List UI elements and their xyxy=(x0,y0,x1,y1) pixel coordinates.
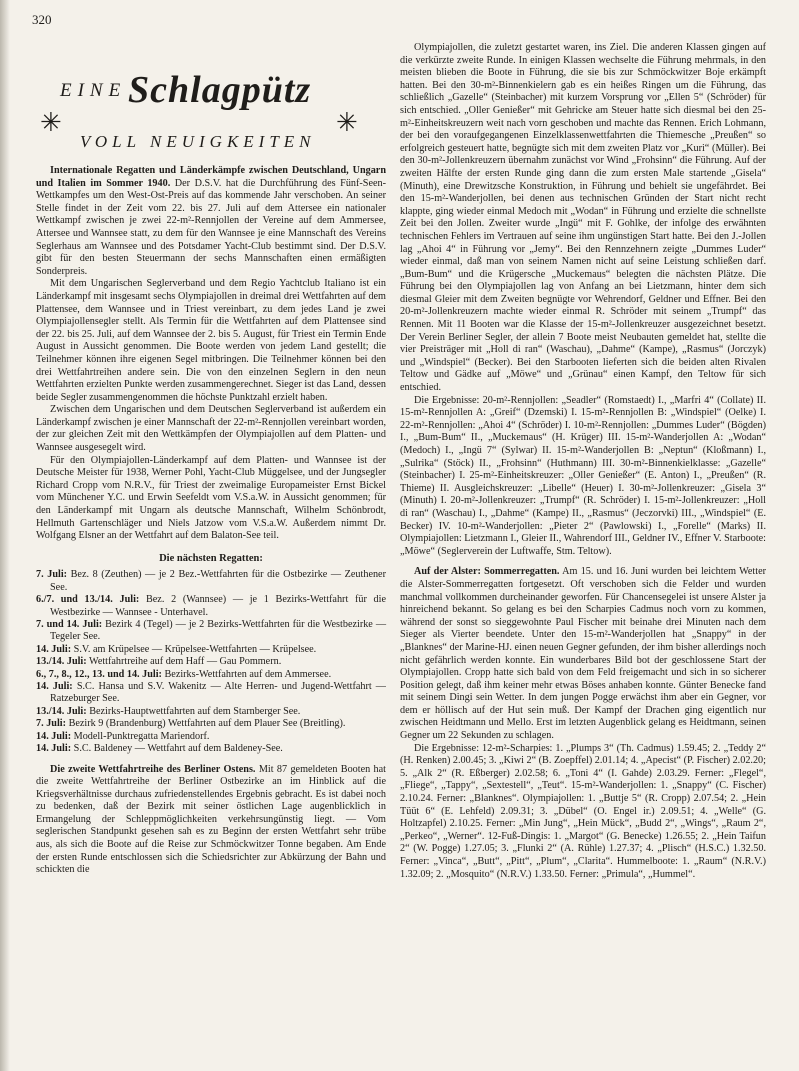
article-paragraph xyxy=(36,165,386,278)
page-gutter-shadow xyxy=(0,0,10,1071)
regatta-item xyxy=(36,594,386,619)
regatta-date: 7. Juli: xyxy=(36,569,68,581)
regatta-date: 14. Juli: xyxy=(36,681,73,693)
regatta-date: 6., 7., 8., 12., 13. und 14. Juli: xyxy=(36,668,162,680)
right-column xyxy=(400,42,766,881)
article-paragraph: Zwischen dem Ungarischen und dem Deutschen Seglerverband ist außerdem ein Länderkampf zwischen je einer Mannschaft der 22-m²-Rennjollen vereinbart worden, der zur gleichen Zeit mit den Wettkämpfen der Olympiajollen auf dem Platten- und Wannsee ausgesegelt wird. xyxy=(36,404,386,454)
regatta-item xyxy=(36,718,386,730)
article-paragraph: Für den Olympiajollen-Länderkampf auf dem Platten- und Wannsee ist der Deutsche Meister für 1938, Werner Pohl, Yacht-Club Müggelsee, und der Jungsegler Richard Cropp vom N.R.V., für Triest der zweimalige Europameister Ernst Bickel vom Münchener Y.C. und Erwin Seefeldt vom V.S.a.W. in Aussicht genommen; für den Länderkampf mit Ungarn als deutsche Mannschaft, Wilhelm Schönbrodt, Hellmuth Gartenschläger und Niels Jatzow vom V.S.a.W. Außerdem nimmt Dr. Wolfgang Elsner an der Wettfahrt auf dem Balaton-See teil. xyxy=(36,454,386,542)
regatta-item xyxy=(36,644,386,656)
article-paragraph xyxy=(400,566,766,742)
headline xyxy=(40,68,370,160)
regatta-text: S.C. Baldeney — Wettfahrt auf dem Baldeney-See. xyxy=(71,743,283,755)
headline-voll-neuigkeiten: VOLL NEUIGKEITEN xyxy=(80,132,316,151)
regatta-item xyxy=(36,706,386,718)
regatta-item xyxy=(36,669,386,681)
page-number: 320 xyxy=(32,12,52,27)
regatta-text: Bezirk 9 (Brandenburg) Wettfahrten auf dem Plauer See (Breitling). xyxy=(66,718,346,730)
results-paragraph: Die Ergebnisse: 12-m²-Scharpies: 1. „Plumps 3“ (Th. Cadmus) 1.59.45; 2. „Teddy 2“ (H. Renken) 2.00.45; 3. „Kiwi 2“ (B. Zoepffel) 2.01.14; 4. „Apecist“ (P. Fischer) 2.02.20; 5. „Alk 2“ (R. Eßberger) 2.02.58; 6. „Toni 4“ (I. Gahde) 2.03.29. Ferner: „Flegel“, „Fliege“, „Tappy“, „Sextestell“, „Teut“. 15-m²-Wanderjollen: 1. „Snappy“ (C. Fischer) 2.10.24. Ferner: „Blanknes“. Olympiajollen: 1. „Buttje 5“ (R. Cropp) 2.07.54; 2. „Hein Tüüt 6“ (E. Lehfeld) 2.09.31; 3. „Dübel“ (O. Engel ir.) 2.09.51; 4. „Welle“ (G. Holtzapfel) 2.10.25. Ferner: „Min Jung“, „Hein Mück“, „Budd 2“, „Wings“, „Raum 2“, „Perkeo“, „Werner“. 12-Fuß-Dingis: 1. „Margot“ (G. Benecke) 1.26.55; 2. „Hein Taifun 2“ (W. Pogge) 1.27.05; 3. „Flunki 2“ (A. Rühle) 1.27.37; 4. „Plisch“ (H.S.C.) 1.32.50. Ferner: „Vinca“, „Butt“, „Pitt“, „Plum“, „Clarita“. Hummelboote: 1. „Raum“ (N.R.V.) 1.32.09; 2. „Mosquito“ (N.R.V.) 1.33.50. Ferner: „Primula“, „Hummel“. xyxy=(400,742,766,880)
regatta-date: 13./14. Juli: xyxy=(36,705,87,717)
regatta-list xyxy=(36,569,386,755)
regatta-item xyxy=(36,619,386,644)
regatta-text: Bezirks-Hauptwettfahrten auf dem Starnberger See. xyxy=(86,705,301,717)
article-lead: Die zweite Wettfahrtreihe des Berliner Ostens. xyxy=(50,763,256,775)
article-lead: Auf der Alster: Sommerregatten. xyxy=(414,566,560,578)
regatta-text: Modell-Punktregatta Mariendorf. xyxy=(71,730,210,742)
regatta-item xyxy=(36,569,386,594)
spacer xyxy=(36,756,386,764)
regatta-date: 13./14. Juli: xyxy=(36,656,87,668)
star-ornament-left: ✳ xyxy=(40,108,62,137)
regatta-date: 14. Juli: xyxy=(36,643,72,655)
regatta-date: 14. Juli: xyxy=(36,743,72,755)
article-lead: Internationale Regatten und Länderkämpfe zwischen Deutschland, Ungarn und Italien im Sommer 1940. xyxy=(36,165,386,189)
regatta-date: 14. Juli: xyxy=(36,730,72,742)
spacer xyxy=(400,558,766,566)
regatta-text: S.V. am Krüpelsee — Krüpelsee-Wettfahrten — Krüpelsee. xyxy=(71,643,317,655)
regatta-date: 7. Juli: xyxy=(36,718,67,730)
regatta-text: Bezirk 4 (Tegel) — je 2 Bezirks-Wettfahrten für die Westbezirke — Tegeler See. xyxy=(50,619,387,643)
regatta-item xyxy=(36,731,386,743)
regatta-text: Bezirks-Wettfahrten auf dem Ammersee. xyxy=(161,668,332,680)
regatta-text: Bez. 2 (Wannsee) — je 1 Bezirks-Wettfahrt für die Westbezirke — Wannsee - Unterhavel. xyxy=(50,594,386,618)
section-heading-regatten: Die nächsten Regatten: xyxy=(159,552,263,564)
results-paragraph: Die Ergebnisse: 20-m²-Rennjollen: „Seadler“ (Romstaedt) I., „Marfri 4“ (Collate) II. 15-m²-Rennjollen A: „Greif“ (Dzemski) I. 15-m²-Rennjollen B: „Windspiel“ (Oelke) I. 22-m²-Rennjollen: „Ahoi 4“ (Schröder) I. 10-m²-Rennjollen: „Dummes Luder“ (Bögden) I., „Bum-Bum“ II., „Muckemaus“ (H. Krüger) III. 15-m²-Wanderjollen A: „Wodan“ (Medoch) I., „Ingü 7“ (Sylwar) II. 15-m²-Wanderjollen B: „Neptun“ (Kloßmann) I., „Sulrika“ (Stöck) II., „Frohsinn“ (Huthmann) III. 30-m²-Binnenkielklasse: „Gazelle“ (Steinbacher) I. 25-m²-Einheitskreuzer: „Oller Genießer“ (E. Anton) I., „Preußen“ (R. Thieme) II. Ausgleichskreuzer: „Libelle“ (Heuer) I. 30-m²-Jollenkreuzer: „Gisela 3“ (Minuth) I. 20-m²-Jollenkreuzer: „Trumpf“ (R. Schröder) I. 15-m²-Jollenkreuzer: „Holl di ran“ (Waschau) I., „Dahme“ (Kampe) II., „Rasmus“ (Jeczorvki) III., „Windspiel“ (E. Becker) IV. 10-m²-Wanderjollen: „Pieter 2“ (Pawlowski) I., „Forelle“ (Marks) II. Olympiajollen: Lietzmann I., Gleier II., Wahrendorf III., Geldner IV., Effner V. Starboote: „Möwe“ (Seglerverein der Luftwaffe, Stm. Teltow). xyxy=(400,394,767,557)
star-ornament-right: ✳ xyxy=(336,108,358,137)
regatta-item xyxy=(36,743,386,755)
article-text: Der D.S.V. hat die Durchführung des Fünf-Seen-Wettkampfes um den West-Ost-Preis auf das kommende Jahr verschoben. An seiner Stelle findet in der Zeit vom 22. bis 27. Juli auf dem Attersee ein nationaler Wettkampf zwischen je zwei 22-m²-Rennjollen der Vereine auf dem Ammersee, Attersee und Wannsee statt, zu dem für den Wannsee je eine Mannschaft des Vereins Seglerhaus am Wannsee und des Potsdamer Yacht-Club bestimmt sind. Der D.S.V. gibt für den besten Steuermann der sechs Mannschaften einen ermäßigten Sonderpreis. xyxy=(36,177,386,277)
headline-eine: EINE xyxy=(60,80,127,101)
regatta-text: S.C. Hansa und S.V. Wakenitz — Alte Herren- und Jugend-Wettfahrt — Ratzeburger See. xyxy=(50,681,386,705)
regatta-item xyxy=(36,656,386,668)
regatta-text: Wettfahrtreihe auf dem Haff — Gau Pommern. xyxy=(86,656,282,668)
left-column xyxy=(36,165,386,877)
article-paragraph: Olympiajollen, die zuletzt gestartet waren, ins Ziel. Die anderen Klassen gingen auf die verkürzte zweite Runde. In einigen Klassen wechselte die Führung mehrmals, in den meisten blieben die Boote in Führung, die sie bis zur Schmöckwitzer Boje erkämpft hatten. Bei den 30-m²-Binnenkielern gab es ein heißes Ringen um die Führung, das schließlich „Gazelle“ (Steinbacher) mit kurzem Vorsprung vor „Ellen 5“ (Schröder) für sich entschied. „Oller Genießer“ mit Gehricke am Steuer hatte sich diesmal bei den 25-m²-Einheitskreuzern weit nach vorn geschoben und machte das Rennen. Erich Lohmann, der bei den voraufgegangenen Einzelklassenwettfahrten die Thiemesche „Preußen“ so erfolgreich gesteuert hatte, begnügte sich mit dem zweiten Platz vor „Kuri“ (Müller). Bei den 30-m²-Jollenkreuzern übernahm zunächst vor Wind „Frohsinn“ die Führung. Auf der zweiten Hälfte der ersten Runde ging dann die zum ersten Male startende „Gisela“ (Minuth), eine Drewitzsche Konstruktion, in Führung und behielt sie ungefährdet. Bei den 15-m²-Wanderjollen, bei denen aus technischen Gründen der Start nicht recht klappte, ging wieder einmal Medoch mit „Wodan“ in Führung und erzielte die schnellste Zeit bei den Jollen. Zweiter wurde „Ingü“ mit F. Gohlke, der infolge des erwähnten technischen Fehlers im Vertrauen auf seine ihm ungünstigen Start hatte. Bei den J.-Jollen lag „Ahoi 4“ in Führung vor „Jemy“. Bei den Rennzehnern zeigte „Dummes Luder“ wieder einmal, daß man von seinem Namen nicht auf seine Leistung schließen darf. „Bum-Bum“ und die Krügersche „Muckemaus“ belegten die nächsten Plätze. Die Führung bei den Olympiajollen lag von Anfang an bei Lietzmann, hinter dem sich diesmal Gleier mit dem Zweiten begnügte vor Wehrendorf, Geldner und Effner. Bei den 20-m²-Jollenkreuzern machte wieder einmal R. Schröder mit seinem „Trumpf“ das Rennen. Mit 11 Booten war die Klasse der 15-m²-Jollenkreuzer ausgezeichnet besetzt. Der Verein Berliner Segler, der allein 7 Boote meist Neubauten gemeldet hat, stellte die vier Preisträger mit „Holl di ran“ (Waschau), „Dahme“ (Kampe), „Rasmus“ (Jorczyk) und „Windspiel“ (Becker). Bei den Starbooten lieferten sich die beiden alten Rivalen Teltow und Gädke auf „Möwe“ und „Grünau“ einen Kampf, den Teltow für sich entschied. xyxy=(400,42,766,394)
article-text: Am 15. und 16. Juni wurden bei leichtem Wetter die Alster-Sommerregatten fortgesetzt. Oft verschoben sich die Felder und wurden manchmal vollkommen durcheinander geworfen. Für Chancensegelei ist unsere Alster ja hinreichend bekannt. So gelang es bei den Scharpies Cadmus noch vorn zu kommen, während der sonst so sieggewohnte Paul Fischer mit beinahe drei Minuten nach dem Sieger als Vierter beendete. Unter den 15-m²-Wanderjollen hat „Snappy“ in der „Blanknes“ der Marine-HJ. einen neuen Gegner gefunden, der ihm bisher allerdings noch nicht gefährlich werden konnte. Ein wunderbares Bild bot der geschlossene Start der Olympiajollen. Cropp hatte sich bald von dem Feld freigemacht und sich in so sicherer Position gelegt, daß ihm keiner mehr etwas Böses anhaben konnte. Günter Benecke fand mit seinem Dingi sein Wetter. In dem jungen Pogge erwächst ihm aber ein Gegner, vor dem er höllisch auf der Hut sein muß. Der Kampf der Drachen ging eigentlich nur zwischen Heidtmann und Mello. Erst im letzten Augenblick gelang es Heidtmann, seinen Gegner um 22 Sekunden zu schlagen. xyxy=(400,566,766,742)
article-paragraph: Mit dem Ungarischen Seglerverband und dem Regio Yachtclub Italiano ist ein Länderkampf mit insgesamt sechs Olympiajollen in dreimal drei Wettfahrten auf dem Plattensee, dem Wannsee und in Triest vereinbart, zu dem jedes Land je zwei Olympiajollensegler stellt. Als Termin für die Wettfahrten auf dem Plattensee sind der 22. bis 25. Juli, auf dem Wannsee der 2. bis 5. August, für Triest ein Termin Ende August in Aussicht genommen. Die Boote werden von jedem Land gestellt; die Teilnehmer können ihre eigenen Segel mitbringen. Die Teilnehmer können bei den drei Wettfahrtreihen andere sein. Die von den einzelnen Seglern in den neun Wettfahrten erzielten Punkte werden zusammengerechnet. Sieger ist das Land, dessen beide Segler zusammengenommen die höchste Punktzahl erzielt haben. xyxy=(36,278,386,403)
regatta-item xyxy=(36,681,386,706)
article-paragraph xyxy=(36,764,386,877)
regatta-date: 6./7. und 13./14. Juli: xyxy=(36,594,140,606)
headline-schlagpuetz: Schlagpütz xyxy=(128,69,312,111)
regatta-date: 7. und 14. Juli: xyxy=(36,619,103,631)
regatta-text: Bez. 8 (Zeuthen) — je 2 Bez.-Wettfahrten für die Ostbezirke — Zeuthener See. xyxy=(50,569,386,593)
article-text: Mit 87 gemeldeten Booten hat die zweite Wettfahrtreihe der Berliner Ostbezirke an im Hinblick auf die Kriegsverhältnisse durchaus zufriedenstellendes Ergebnis gebracht. Es ist dabei noch zu bedenken, daß der Bezirk mit seiner östlichen Lage augenblicklich in Ermangelung der Schleppmöglichkeiten verkehrsungünstig liegt. — Vom seglerischen Standpunkt gesehen sah es zu Beginn der ersten Wettfahrt sehr trübe aus, als sich die Boote auf die Reise zur Schmöckwitzer Tonne begaben. Am Ende der ersten Runde entschlossen sich die Schiedsrichter zur Abkürzung der Bahn und schickten die xyxy=(36,763,386,876)
